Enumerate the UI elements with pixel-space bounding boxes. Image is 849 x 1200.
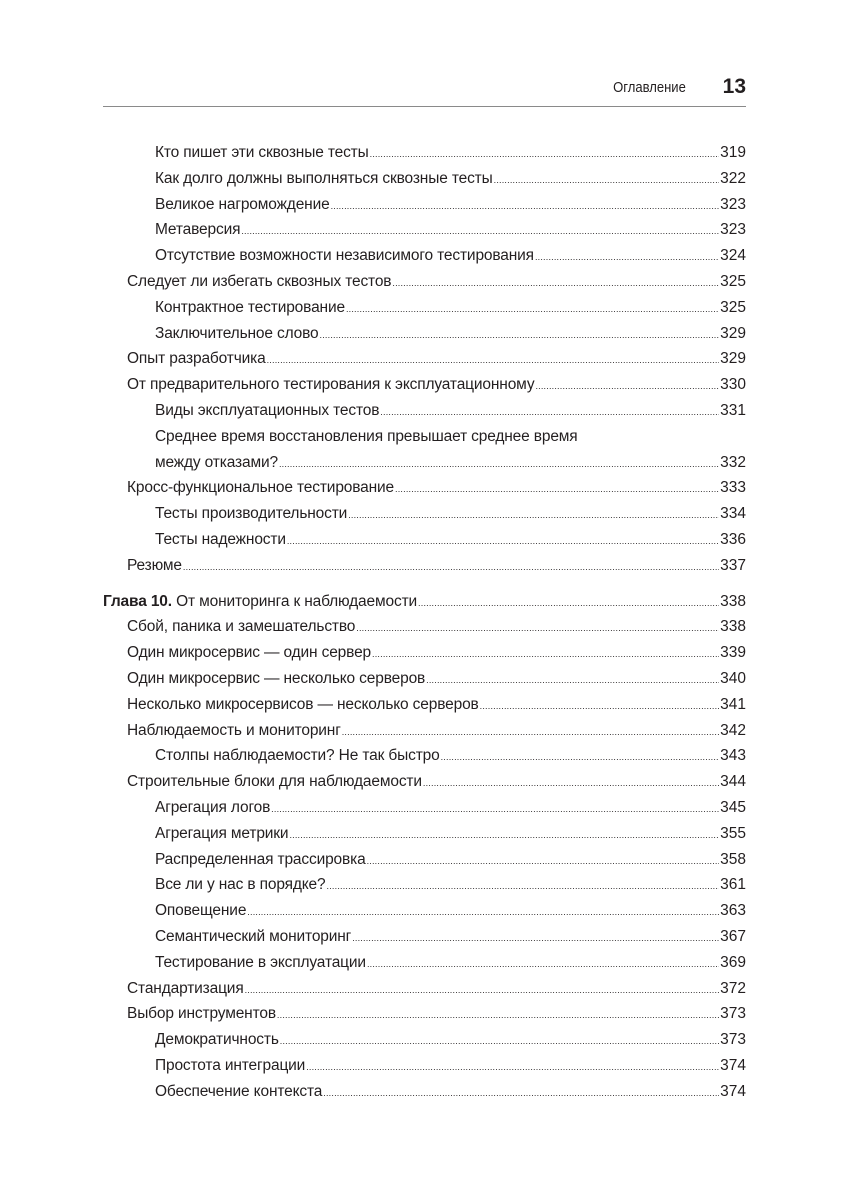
- toc-entry-page: 374: [720, 1056, 746, 1074]
- leader-dots: [342, 720, 719, 746]
- toc-entry[interactable]: [103, 527, 746, 553]
- toc-entry-page: 355: [720, 824, 746, 842]
- leader-dots: [320, 323, 719, 349]
- toc-entry-page: 323: [720, 221, 746, 239]
- toc-entry-title: Стандартизация: [127, 979, 244, 997]
- leader-dots: [356, 616, 719, 642]
- leader-dots: [279, 452, 719, 478]
- toc-entry[interactable]: [103, 795, 746, 821]
- leader-dots: [247, 900, 719, 926]
- leader-dots: [348, 503, 719, 529]
- toc-entry-page: 325: [720, 298, 746, 316]
- toc-entry[interactable]: [103, 553, 746, 579]
- leader-dots: [395, 477, 719, 503]
- toc-entry[interactable]: [103, 424, 746, 476]
- toc-entry-title: Простота интеграции: [155, 1056, 306, 1074]
- toc-entry-page: 374: [720, 1082, 746, 1100]
- toc-entry-title: Обеспечение контекста: [155, 1082, 323, 1100]
- toc-entry[interactable]: [103, 924, 746, 950]
- toc-entry-page: 340: [720, 669, 746, 687]
- toc-entry-title: Заключительное слово: [155, 324, 319, 342]
- toc-entry[interactable]: [103, 614, 746, 640]
- toc-entry[interactable]: [103, 1079, 746, 1105]
- toc-entry[interactable]: [103, 666, 746, 692]
- toc-entry-title: Несколько микросервисов — несколько серверов: [127, 695, 479, 713]
- leader-dots: [367, 849, 719, 875]
- toc-entry[interactable]: [103, 166, 746, 192]
- toc-chapter-entry[interactable]: [103, 589, 746, 615]
- toc-entry-title: Контрактное тестирование: [155, 298, 345, 316]
- toc-entry[interactable]: [103, 847, 746, 873]
- toc-entry-title: Сбой, паника и замешательство: [127, 618, 356, 636]
- toc-entry-title: От предварительного тестирования к эксплуатационному: [127, 376, 535, 394]
- leader-dots: [370, 142, 719, 168]
- leader-dots: [380, 400, 719, 426]
- toc-entry-page: 331: [720, 401, 746, 419]
- leader-dots: [327, 874, 719, 900]
- toc-entry-line2: [155, 450, 746, 476]
- toc-entry-title: Строительные блоки для наблюдаемости: [127, 773, 422, 791]
- toc-entry-page: 324: [720, 247, 746, 265]
- toc-entry[interactable]: [103, 269, 746, 295]
- toc-entry[interactable]: [103, 1027, 746, 1053]
- leader-dots: [418, 591, 719, 617]
- toc-entry-page: 336: [720, 530, 746, 548]
- toc-entry-title: Семантический мониторинг: [155, 927, 352, 945]
- toc-entry-title: Тестирование в эксплуатации: [155, 953, 366, 971]
- leader-dots: [306, 1055, 719, 1081]
- leader-dots: [241, 219, 719, 245]
- toc-entry-title: Агрегация метрики: [155, 824, 289, 842]
- page-number: 13: [722, 75, 746, 98]
- toc-entry-title: Кто пишет эти сквозные тесты: [155, 144, 369, 161]
- toc-entry-page: 373: [720, 1005, 746, 1023]
- toc-entry-title: Агрегация логов: [155, 798, 271, 816]
- toc-entry-page: 337: [720, 556, 746, 574]
- toc-entry-title: Отсутствие возможности независимого тестирования: [155, 247, 534, 265]
- toc-entry-page: 329: [720, 324, 746, 342]
- toc-entry-title: [103, 589, 417, 615]
- toc-entry[interactable]: [103, 976, 746, 1002]
- toc-group-chapter-10: [103, 614, 746, 1104]
- toc-entry[interactable]: [103, 769, 746, 795]
- running-header: [103, 72, 746, 107]
- toc-entry-title: Опыт разработчика: [127, 350, 266, 368]
- toc-entry[interactable]: [103, 398, 746, 424]
- toc-entry-title: Виды эксплуатационных тестов: [155, 401, 380, 419]
- toc-entry-title-line1: Среднее время восстановления превышает среднее время: [155, 427, 578, 445]
- toc-entry-page: 332: [720, 453, 746, 471]
- toc-entry-title: Резюме: [127, 556, 182, 574]
- toc-entry-page: 342: [720, 721, 746, 739]
- toc-entry-title: Следует ли избегать сквозных тестов: [127, 272, 392, 290]
- toc-entry-page: 367: [720, 927, 746, 945]
- chapter-label: Глава 10.: [103, 592, 172, 610]
- toc-entry[interactable]: [103, 640, 746, 666]
- toc-entry-title: Столпы наблюдаемости? Не так быстро: [155, 747, 440, 765]
- header-title: Оглавление: [613, 80, 686, 96]
- toc-entry[interactable]: [103, 718, 746, 744]
- leader-dots: [423, 771, 719, 797]
- leader-dots: [535, 245, 719, 271]
- toc-entry-title: Выбор инструментов: [127, 1005, 276, 1023]
- toc-entry[interactable]: [103, 821, 746, 847]
- toc-entry-page: 323: [720, 195, 746, 213]
- toc-entry[interactable]: [103, 346, 746, 372]
- leader-dots: [392, 271, 719, 297]
- toc-entry-page: 369: [720, 953, 746, 971]
- toc-entry-page: 343: [720, 747, 746, 765]
- toc-entry-page: 372: [720, 979, 746, 997]
- toc-entry-title: Как долго должны выполняться сквозные тесты: [155, 169, 493, 187]
- leader-dots: [280, 1029, 719, 1055]
- leader-dots: [441, 745, 719, 771]
- leader-dots: [267, 348, 719, 374]
- toc-entry-page: 363: [720, 902, 746, 920]
- toc-entry[interactable]: [103, 321, 746, 347]
- toc-entry[interactable]: [103, 743, 746, 769]
- toc-entry-page: 373: [720, 1031, 746, 1049]
- toc-entry[interactable]: [103, 1053, 746, 1079]
- leader-dots: [346, 297, 719, 323]
- toc-entry[interactable]: [103, 872, 746, 898]
- toc-entry-title-line2: между отказами?: [155, 453, 278, 471]
- toc-entry[interactable]: [103, 898, 746, 924]
- toc-entry[interactable]: [103, 372, 746, 398]
- toc-entry-title: Тесты надежности: [155, 530, 286, 548]
- leader-dots: [289, 823, 719, 849]
- toc-entry-page: 338: [720, 592, 746, 610]
- toc-entry[interactable]: [103, 692, 746, 718]
- toc-entry-title: Демократичность: [155, 1031, 279, 1049]
- chapter-title: От мониторинга к наблюдаемости: [176, 592, 418, 610]
- leader-dots: [271, 797, 719, 823]
- leader-dots: [535, 374, 719, 400]
- toc-entry-page: 333: [720, 479, 746, 497]
- toc-entry[interactable]: [103, 192, 746, 218]
- toc-entry-page: 341: [720, 695, 746, 713]
- leader-dots: [494, 168, 719, 194]
- toc-entry-page: 330: [720, 376, 746, 394]
- toc-entry-title: Кросс-функциональное тестирование: [127, 479, 395, 497]
- toc-entry[interactable]: [103, 243, 746, 269]
- toc-entry-title: Распределенная трассировка: [155, 850, 366, 868]
- toc-entry-title: Метаверсия: [155, 221, 241, 239]
- toc-entry[interactable]: [103, 950, 746, 976]
- toc-entry-page: 361: [720, 876, 746, 894]
- toc-entry-page: 325: [720, 272, 746, 290]
- toc-entry-title: Тесты производительности: [155, 505, 348, 523]
- toc-entry-page: 338: [720, 618, 746, 636]
- leader-dots: [277, 1003, 719, 1029]
- toc-entry-title: Великое нагромождение: [155, 195, 330, 213]
- toc-entry-page: 319: [720, 144, 746, 161]
- toc-entry-page: 345: [720, 798, 746, 816]
- table-of-contents: [103, 140, 746, 1104]
- toc-entry-title: Один микросервис — один сервер: [127, 644, 372, 662]
- leader-dots: [245, 978, 719, 1004]
- leader-dots: [367, 952, 719, 978]
- leader-dots: [331, 194, 719, 220]
- toc-entry-page: 322: [720, 169, 746, 187]
- leader-dots: [372, 642, 719, 668]
- leader-dots: [352, 926, 719, 952]
- toc-entry-title: Оповещение: [155, 902, 247, 920]
- leader-dots: [183, 555, 719, 581]
- toc-entry[interactable]: [103, 140, 746, 166]
- leader-dots: [480, 694, 719, 720]
- toc-entry-page: 344: [720, 773, 746, 791]
- toc-entry-title: Один микросервис — несколько серверов: [127, 669, 426, 687]
- leader-dots: [323, 1081, 719, 1107]
- toc-entry-page: 329: [720, 350, 746, 368]
- toc-group-chapter-9: [103, 140, 746, 579]
- toc-entry-page: 339: [720, 644, 746, 662]
- toc-entry-page: 358: [720, 850, 746, 868]
- leader-dots: [287, 529, 719, 555]
- toc-entry-title: Наблюдаемость и мониторинг: [127, 721, 341, 739]
- toc-entry[interactable]: [103, 501, 746, 527]
- toc-entry[interactable]: [103, 217, 746, 243]
- toc-entry-title: Все ли у нас в порядке?: [155, 876, 326, 894]
- leader-dots: [426, 668, 719, 694]
- toc-entry[interactable]: [103, 295, 746, 321]
- toc-entry-page: 334: [720, 505, 746, 523]
- toc-entry[interactable]: [103, 475, 746, 501]
- toc-entry[interactable]: [103, 1001, 746, 1027]
